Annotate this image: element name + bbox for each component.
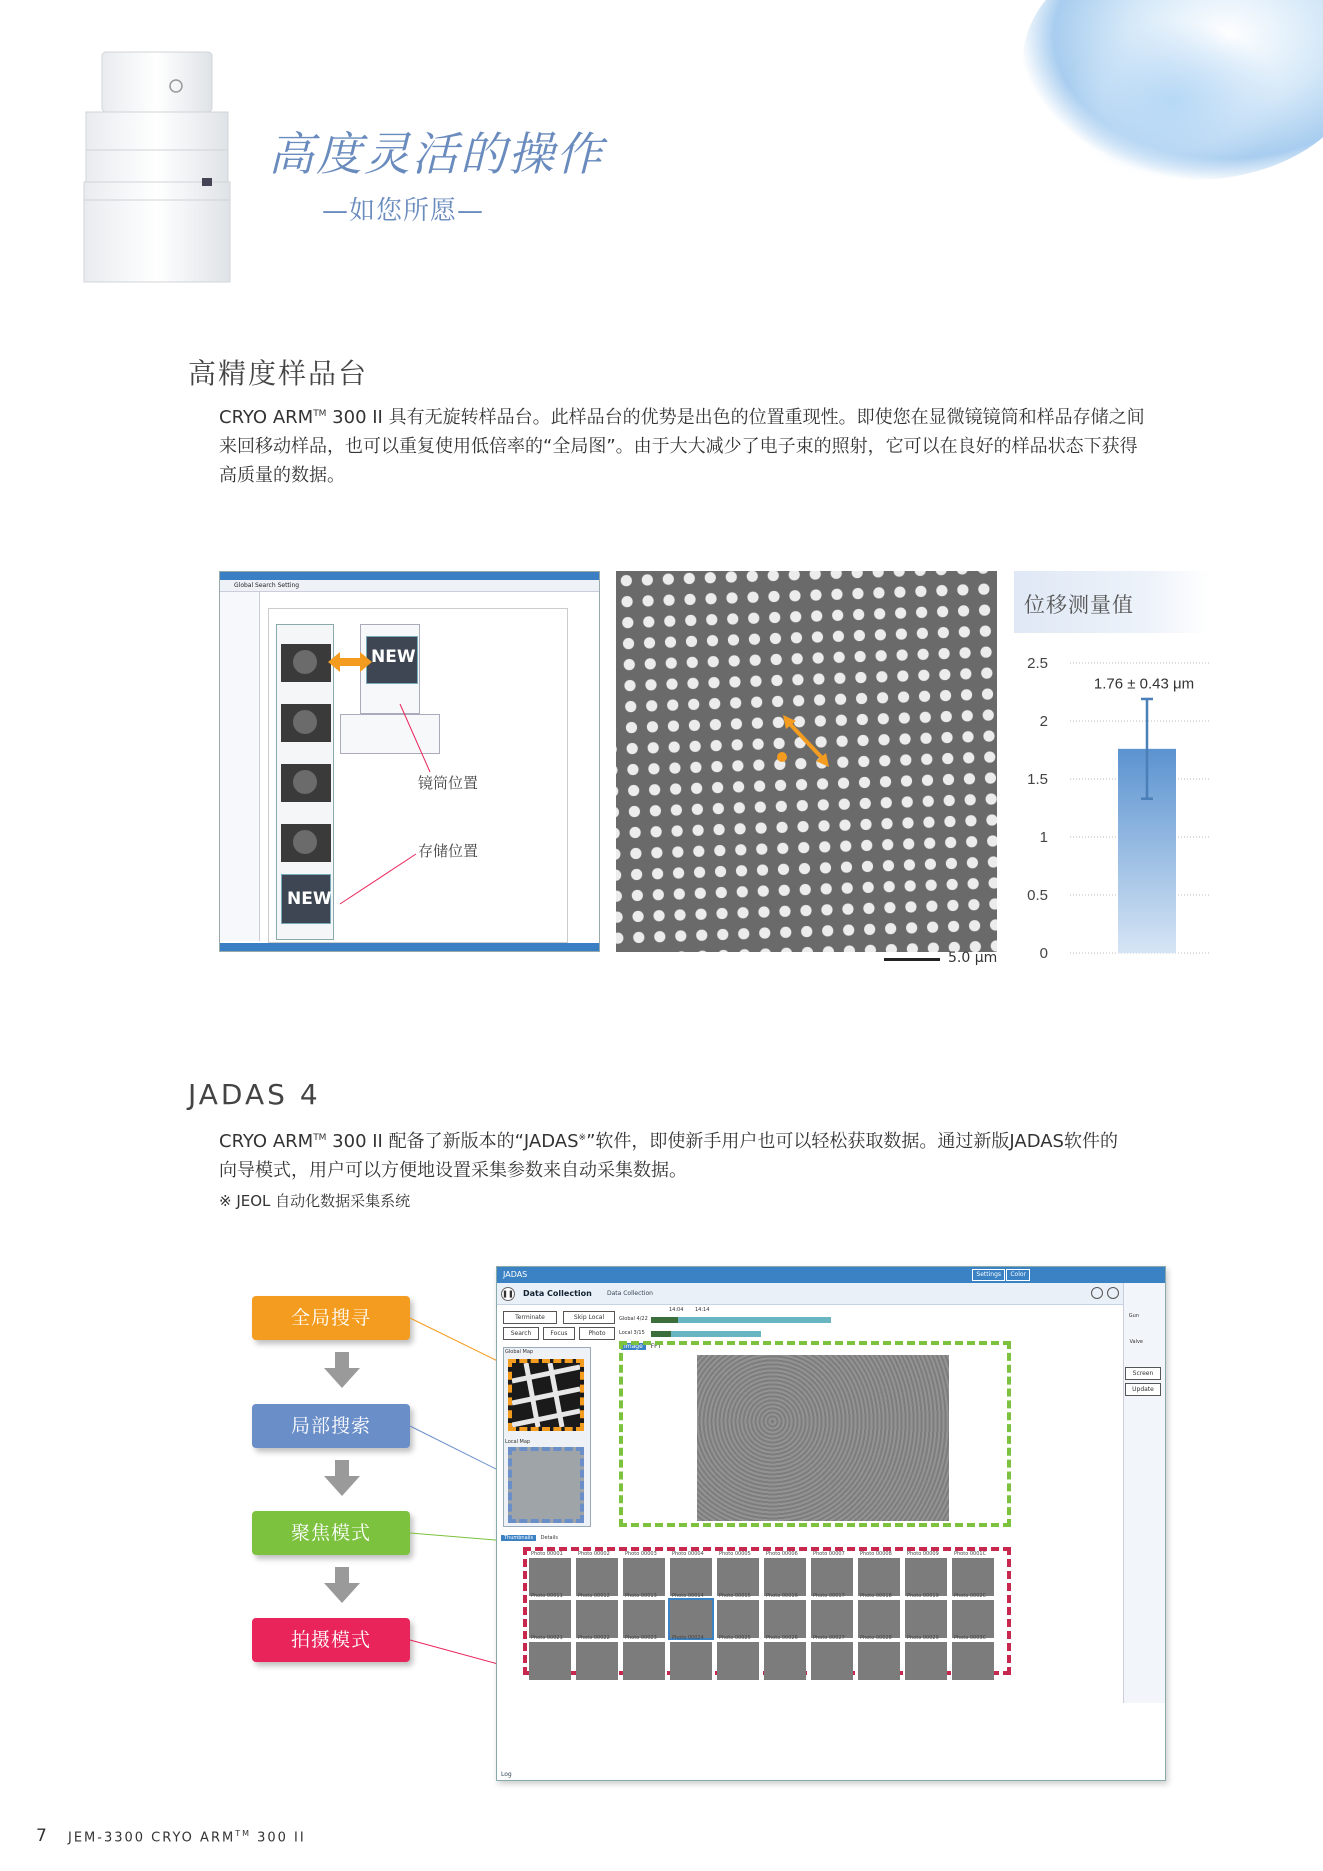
- log-label: Log: [501, 1771, 512, 1778]
- focus-button[interactable]: Focus: [543, 1327, 575, 1340]
- y-tick-label: 2: [1039, 713, 1048, 730]
- global-map-label: Global Map: [505, 1349, 534, 1355]
- thumbnail-item[interactable]: [952, 1558, 994, 1596]
- y-tick-label: 0.5: [1027, 887, 1048, 904]
- thumbnail-item[interactable]: [529, 1558, 571, 1596]
- thumbnail-item[interactable]: [858, 1642, 900, 1680]
- jadas-page-title: Data Collection: [523, 1289, 592, 1298]
- tab-fft[interactable]: FFT: [650, 1343, 662, 1350]
- time-end: 14:14: [695, 1307, 710, 1313]
- color-menu[interactable]: Color: [1006, 1269, 1030, 1281]
- tab-thumbnails[interactable]: Thumbnails: [501, 1535, 536, 1541]
- gun-label: Gun: [1128, 1313, 1139, 1319]
- thumbnail-item[interactable]: [905, 1600, 947, 1638]
- thumbnail-label: Photo 00012: [578, 1593, 610, 1599]
- thumbnail-label: Photo 00026: [766, 1635, 798, 1641]
- photo-button[interactable]: Photo: [579, 1327, 615, 1340]
- thumbnail-label: Photo 00024: [672, 1635, 704, 1641]
- page-number: 7: [36, 1826, 47, 1846]
- global-map-view[interactable]: [508, 1359, 584, 1431]
- thumbnail-label: Photo 00018: [860, 1593, 892, 1599]
- global-progress-bar: [651, 1317, 831, 1323]
- thumbnail-item[interactable]: [858, 1600, 900, 1638]
- thumbnail-label: Photo 00023: [625, 1635, 657, 1641]
- section1-paragraph: CRYO ARM™ 300 II 具有无旋转样品台。此样品台的优势是出色的位置重现性。即使您在显微镜镜筒和样品存储之间 来回移动样品，也可以重复使用低倍率的“全局图”。由于大大减少了电子束的照射，它可以在良好的样品状态下获得 高质量的数据。: [219, 407, 1145, 486]
- thumbnail-label: Photo 00015: [719, 1593, 751, 1599]
- new-column-slot: NEW: [366, 636, 418, 684]
- y-tick-label: 1: [1039, 829, 1048, 846]
- thumbnail-item[interactable]: [952, 1642, 994, 1680]
- thumbnail-label: Photo 00011: [531, 1593, 563, 1599]
- thumbnail-label: Photo 00014: [672, 1593, 704, 1599]
- thumbnail-item[interactable]: [670, 1558, 712, 1596]
- thumbnail-label: Photo 00006: [766, 1551, 798, 1557]
- update-button[interactable]: Update: [1125, 1383, 1161, 1396]
- thumbnail-item[interactable]: [858, 1558, 900, 1596]
- thumbnail-label: Photo 00017: [813, 1593, 845, 1599]
- thumbnail-item[interactable]: [576, 1642, 618, 1680]
- y-tick-label: 2.5: [1027, 655, 1048, 672]
- jadas-titlebar: JADAS: [497, 1267, 1165, 1283]
- micrograph-view: [697, 1355, 949, 1521]
- thumbnail-label: Photo 00007: [813, 1551, 845, 1557]
- thumbnail-label: Photo 00009: [907, 1551, 939, 1557]
- local-progress-bar: [651, 1331, 761, 1337]
- storage-position-label: 存储位置: [418, 842, 479, 860]
- grid-icon[interactable]: [1091, 1287, 1103, 1299]
- target-icon[interactable]: [1107, 1287, 1119, 1299]
- thumbnail-item[interactable]: [764, 1642, 806, 1680]
- thumbnail-label: Photo 00003: [625, 1551, 657, 1557]
- tab-image[interactable]: Image: [621, 1343, 646, 1350]
- search-button[interactable]: Search: [503, 1327, 539, 1340]
- thumbnail-item[interactable]: [764, 1558, 806, 1596]
- thumbnail-label: Photo 0003C: [954, 1635, 987, 1641]
- thumbnail-item[interactable]: [623, 1600, 665, 1638]
- thumbnail-label: Photo 00013: [625, 1593, 657, 1599]
- thumbnail-item[interactable]: [576, 1600, 618, 1638]
- thumbnail-label: Photo 00025: [719, 1635, 751, 1641]
- thumbnail-label: Photo 00019: [907, 1593, 939, 1599]
- screen-button[interactable]: Screen: [1125, 1367, 1161, 1380]
- settings-menu[interactable]: Settings: [972, 1269, 1005, 1281]
- thumbnail-label: Photo 00016: [766, 1593, 798, 1599]
- tab-details[interactable]: Details: [540, 1535, 558, 1541]
- thumbnail-grid: [529, 1551, 1009, 1673]
- thumbnail-item[interactable]: [576, 1558, 618, 1596]
- thumbnail-item[interactable]: [670, 1600, 712, 1638]
- thumbnail-item[interactable]: [529, 1600, 571, 1638]
- global-progress-label: Global 4/22: [619, 1316, 648, 1322]
- page-title: 高度灵活的操作: [268, 127, 604, 181]
- jadas-breadcrumb: Data Collection: [607, 1290, 653, 1297]
- bar-annotation: 1.76 ± 0.43 μm: [1093, 675, 1195, 693]
- thumbnail-item[interactable]: [811, 1558, 853, 1596]
- thumbnail-item[interactable]: [623, 1558, 665, 1596]
- thumbnail-label: Photo 0001C: [954, 1551, 987, 1557]
- footer-model: JEM-3300 CRYO ARM™ 300 II: [68, 1829, 306, 1846]
- chart-title: 位移测量值: [1024, 593, 1134, 617]
- y-tick-label: 1.5: [1027, 771, 1048, 788]
- thumbnail-label: Photo 00008: [860, 1551, 892, 1557]
- thumbnail-item[interactable]: [811, 1600, 853, 1638]
- new-storage-slot: NEW: [281, 874, 331, 924]
- thumbnail-label: Photo 00022: [578, 1635, 610, 1641]
- thumbnail-label: Photo 00005: [719, 1551, 751, 1557]
- y-tick-label: 0: [1039, 945, 1048, 962]
- thumbnail-item[interactable]: [529, 1642, 571, 1680]
- thumbnail-label: Photo 00021: [531, 1635, 563, 1641]
- thumbnail-label: Photo 00028: [860, 1635, 892, 1641]
- scale-bar-label: 5.0 μm: [948, 950, 998, 966]
- thumbnail-label: Photo 0002C: [954, 1593, 987, 1599]
- thumbnail-item[interactable]: [905, 1642, 947, 1680]
- page-subtitle: —如您所愿—: [322, 196, 485, 226]
- valve-label: Valve: [1129, 1339, 1143, 1345]
- thumbnail-item[interactable]: [717, 1600, 759, 1638]
- section1-heading: 高精度样品台: [188, 357, 369, 390]
- time-start: 14:04: [669, 1307, 684, 1313]
- column-position-label: 镜筒位置: [418, 774, 479, 792]
- section2-heading: JADAS 4: [188, 1078, 321, 1111]
- thumbnail-label: Photo 00027: [813, 1635, 845, 1641]
- thumbnail-item[interactable]: [764, 1600, 806, 1638]
- skip-local-button[interactable]: Skip Local: [563, 1311, 615, 1324]
- thumbnail-label: Photo 00004: [672, 1551, 704, 1557]
- local-map-label: Local Map: [505, 1439, 531, 1445]
- pause-icon[interactable]: ❚❚: [501, 1287, 515, 1301]
- window-title: Global Search Setting: [234, 582, 300, 589]
- thumbnail-label: Photo 00029: [907, 1635, 939, 1641]
- flow-step-local-search: 局部搜索: [252, 1404, 410, 1448]
- thumbnail-label: Photo 00002: [578, 1551, 610, 1557]
- thumbnail-item[interactable]: [717, 1558, 759, 1596]
- thumbnail-label: Photo 00001: [531, 1551, 563, 1557]
- thumbnail-item[interactable]: [623, 1642, 665, 1680]
- thumbnail-item[interactable]: [952, 1600, 994, 1638]
- section2-paragraph: CRYO ARM™ 300 II 配备了新版本的“JADAS※”软件，即使新手用户也可以轻松获取数据。通过新版JADAS软件的 向导模式，用户可以方便地设置采集参数来自动采集数据。: [219, 1131, 1118, 1181]
- jadas-window: [496, 1266, 1166, 1781]
- local-map-view[interactable]: [508, 1447, 584, 1523]
- terminate-button[interactable]: Terminate: [503, 1311, 557, 1324]
- flow-step-focus-mode: 聚焦模式: [252, 1511, 410, 1555]
- flow-step-photo-mode: 拍摄模式: [252, 1618, 410, 1662]
- thumbnail-item[interactable]: [811, 1642, 853, 1680]
- thumbnail-item[interactable]: [670, 1642, 712, 1680]
- thumbnail-item[interactable]: [905, 1558, 947, 1596]
- flow-step-global-search: 全局搜寻: [252, 1296, 410, 1340]
- local-progress-label: Local 3/15: [619, 1330, 645, 1336]
- footnote: ※ JEOL 自动化数据采集系统: [219, 1192, 411, 1210]
- thumbnail-item[interactable]: [717, 1642, 759, 1680]
